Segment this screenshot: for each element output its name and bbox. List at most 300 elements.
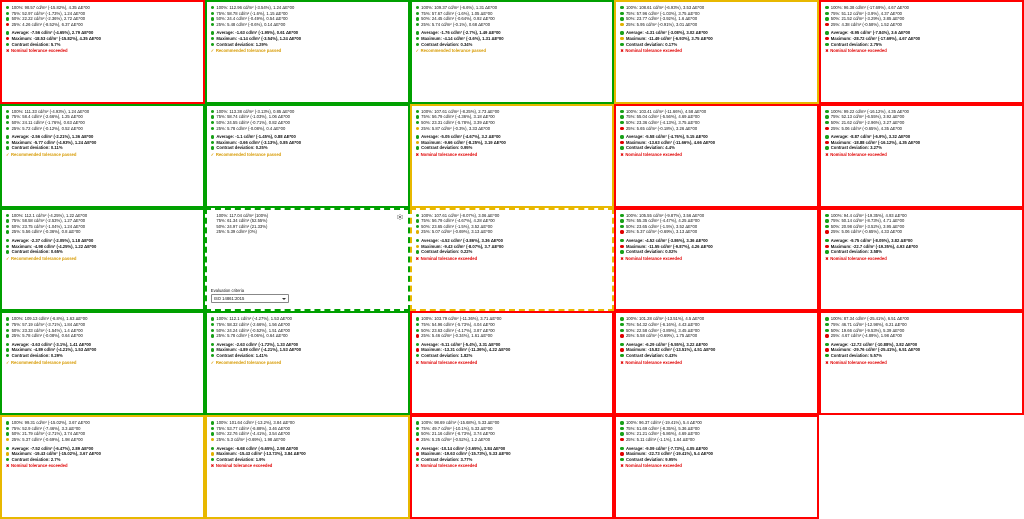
summary-text: Contrast deviation: 0.11% [11, 145, 63, 151]
status-dot-icon [6, 225, 9, 228]
measurement-cell[interactable] [205, 311, 410, 415]
status-dot-icon [825, 31, 828, 34]
summary-text: Maximum: -15.43 cd/m² (-13.73%), 3.84 ΔE*00 [216, 451, 306, 457]
status-dot-icon [620, 141, 623, 144]
measurement-cell[interactable] [614, 208, 819, 312]
measurement-text: 75%: 61.34 cd/m² (52.55%) [216, 218, 268, 224]
measurement-text: 100%: 109.13 cd/m² (-6.8%), 1.63 ΔE*00 [11, 316, 88, 322]
verdict-label [6, 152, 199, 158]
summary-text: Average: -12.72 cd/m² (-10.88%), 3.82 ΔE*00 [830, 341, 918, 347]
status-dot-icon [825, 334, 828, 337]
status-dot-icon [620, 438, 623, 441]
status-dot-icon [211, 37, 214, 40]
verdict-label [620, 48, 813, 54]
status-dot-icon [416, 447, 419, 450]
status-dot-icon [825, 343, 828, 346]
verdict-text: Nominal tolerance exceeded [11, 48, 68, 54]
measurement-text: 75%: 57.67 cd/m² (-1.6%), 1.05 ΔE*00 [421, 10, 493, 16]
status-dot-icon [211, 334, 214, 337]
verdict-label [620, 256, 813, 262]
measurement-text: 25%: 5.48 cd/m² (-0.6%), 0.14 ΔE*00 [216, 21, 286, 27]
cross-icon: ✖ [825, 255, 829, 261]
summary-text: Contrast deviation: 0.17% [625, 41, 678, 47]
status-dot-icon [825, 23, 828, 26]
status-dot-icon [211, 225, 214, 228]
measurement-text: 25%: 5.39 cd/m² (0%) [216, 229, 257, 235]
summary-line [416, 42, 609, 48]
check-icon: ✓ [210, 359, 215, 365]
summary-text: Contrast deviation: 4.4% [625, 145, 675, 151]
status-dot-icon [825, 214, 828, 217]
measurement-text: 75%: 53.77 cd/m² (-6.88%), 3.46 ΔE*00 [216, 425, 290, 431]
status-dot-icon [416, 452, 419, 455]
measurement-cell[interactable] [205, 104, 410, 208]
measurement-text: 25%: 5.65 cd/m² (-0.18%), 3.26 ΔE*00 [625, 125, 698, 131]
measurement-text: 100%: 109.37 cd/m² (-6.6%), 1.31 ΔE*00 [421, 5, 498, 10]
summary-text: Average: -9.09 cd/m² (-7.73%), 4.05 ΔE*00 [625, 445, 708, 451]
status-dot-icon [416, 17, 419, 20]
verdict-text: Nominal tolerance exceeded [830, 255, 887, 261]
status-dot-icon [6, 239, 9, 242]
measurement-text: 50%: 24.97 cd/m² (21.33%) [216, 223, 268, 229]
status-dot-icon [825, 219, 828, 222]
summary-text: Maximum: -22.7 cd/m² (-19.35%), 4.93 ΔE*00 [830, 243, 918, 249]
summary-line [825, 353, 1018, 359]
status-dot-icon [620, 12, 623, 15]
status-dot-icon [6, 43, 9, 46]
measurement-cell[interactable] [0, 208, 205, 312]
summary-text: Contrast deviation: 1.41% [216, 352, 268, 358]
status-dot-icon [416, 12, 419, 15]
summary-text: Average: -2.63 cd/m² (-1.72%), 1.33 ΔE*00 [216, 341, 299, 347]
measurement-text: 25%: 5.37 cd/m² (-0.69%), 1.98 ΔE*00 [11, 436, 83, 442]
measurement-text: 100%: 112.96 cd/m² (-3.54%), 1.24 ΔE*00 [216, 5, 295, 10]
status-dot-icon [6, 37, 9, 40]
verdict-label [211, 48, 404, 54]
summary-line [825, 145, 1018, 151]
measurement-text: 75%: 55.35 cd/m² (-4.47%), 4.25 ΔE*00 [625, 218, 700, 224]
measurement-text: 50%: 20.98 cd/m² (-3.52%), 3.95 ΔE*00 [830, 223, 905, 229]
cross-icon: ✖ [415, 255, 420, 261]
status-dot-icon [416, 354, 419, 357]
measurement-text: 100%: 96.38 cd/m² (-17.69%), 4.67 ΔE*00 [830, 5, 909, 10]
status-dot-icon [825, 348, 828, 351]
measurement-cell[interactable] [819, 208, 1024, 312]
status-dot-icon [825, 239, 828, 242]
status-dot-icon [416, 23, 419, 26]
measurement-cell[interactable] [0, 104, 205, 208]
measurement-text: 50%: 24.55 cd/m² (-0.71%), 0.82 ΔE*00 [216, 119, 290, 125]
measurement-text: 50%: 23.77 cd/m² (-3.92%), 1.6 ΔE*00 [625, 16, 698, 22]
status-dot-icon [416, 37, 419, 40]
measurement-text: 100%: 103.79 cd/m² (-11.36%), 3.71 ΔE*00 [421, 316, 502, 322]
verdict-label [6, 48, 199, 54]
status-dot-icon [620, 23, 623, 26]
verdict-label [825, 152, 1018, 158]
measurement-cell[interactable] [0, 0, 205, 104]
status-dot-icon [6, 452, 9, 455]
verdict-label [416, 48, 609, 54]
measurement-text: 25%: 5.58 cd/m² (-0.69%), 1.75 ΔE*00 [625, 333, 698, 339]
measurement-cell[interactable] [819, 104, 1024, 208]
status-dot-icon [6, 135, 9, 138]
summary-text: Maximum: -11.49 cd/m² (-6.93%), 3.75 ΔE*00 [625, 35, 713, 41]
measurement-cell[interactable] [205, 0, 410, 104]
measurement-text: 50%: 19.66 cd/m² (-9.53%), 5.39 ΔE*00 [830, 327, 905, 333]
measurement-text: 50%: 22.58 cd/m² (-3.89%), 3.45 ΔE*00 [625, 327, 700, 333]
status-dot-icon [416, 121, 419, 124]
summary-line [6, 145, 199, 151]
summary-text: Maximum: -13.63 cd/m² (-11.66%), 4.66 ΔE*00 [625, 139, 716, 145]
check-icon: ✓ [210, 48, 215, 54]
cross-icon: ✖ [825, 359, 829, 365]
status-dot-icon [211, 23, 214, 26]
verdict-text: Nominal tolerance exceeded [625, 151, 682, 157]
measurement-text: 75%: 55.04 cd/m² (-5.56%), 4.69 ΔE*00 [625, 114, 700, 120]
evaluation-criteria-label: Evaluation criteria [210, 288, 245, 294]
summary-text: Maximum: -9.66 cd/m² (-8.25%), 3.19 ΔE*00 [421, 139, 506, 145]
check-icon: ✓ [6, 151, 10, 157]
summary-line [416, 145, 609, 151]
status-dot-icon [620, 135, 623, 138]
evaluation-criteria-group [211, 288, 291, 303]
summary-text: Maximum: -13.31 cd/m² (-11.36%), 4.22 ΔE*00 [421, 347, 511, 353]
status-dot-icon [6, 354, 9, 357]
measurement-text: 50%: 21.16 cd/m² (-6.73%), 3.74 ΔE*00 [421, 431, 495, 437]
gear-icon[interactable] [397, 214, 403, 220]
status-dot-icon [211, 214, 214, 217]
status-dot-icon [825, 250, 828, 253]
status-dot-icon [620, 146, 623, 149]
status-dot-icon [825, 329, 828, 332]
summary-line [620, 457, 813, 463]
status-dot-icon [620, 427, 623, 430]
measurement-text: 25%: 5.25 cd/m² (-0.52%), 1.2 ΔE*00 [421, 436, 491, 442]
evaluation-criteria-select[interactable] [211, 294, 289, 303]
status-dot-icon [211, 135, 214, 138]
status-dot-icon [620, 354, 623, 357]
status-dot-icon [6, 12, 9, 15]
summary-text: Average: -2.37 cd/m² (-2.05%), 1.18 ΔE*00 [11, 237, 94, 243]
summary-text: Contrast deviation: 0.43% [625, 352, 678, 358]
summary-line [6, 353, 199, 359]
status-dot-icon [416, 432, 419, 435]
cross-icon: ✖ [825, 151, 829, 157]
measurement-text: 50%: 23.33 cd/m² (-1.54%), 1.4 ΔE*00 [11, 327, 83, 333]
summary-text: Contrast deviation: 0.29% [11, 352, 63, 358]
measurement-text: 100%: 94.4 cd/m² (-19.35%), 4.93 ΔE*00 [830, 212, 907, 218]
measurement-text: 75%: 58.78 cd/m² (-1.6%), 1.15 ΔE*00 [216, 10, 288, 16]
status-dot-icon [416, 225, 419, 228]
measurement-text: 100%: 96.37 cd/m² (-19.41%), 5.4 ΔE*00 [625, 420, 702, 426]
status-dot-icon [416, 343, 419, 346]
status-dot-icon [211, 121, 214, 124]
verdict-text: Recommended tolerance passed [11, 255, 77, 261]
status-dot-icon [825, 43, 828, 46]
status-dot-icon [211, 12, 214, 15]
status-dot-icon [620, 421, 623, 424]
summary-text: Average: -5.05 cd/m² (-4.67%), 3.2 ΔE*00 [421, 134, 501, 140]
status-dot-icon [825, 323, 828, 326]
summary-text: Average: -10.14 cd/m² (-3.65%), 3.84 ΔE*00 [421, 445, 506, 451]
status-dot-icon [620, 6, 623, 9]
status-dot-icon [211, 141, 214, 144]
measurement-cell[interactable] [205, 415, 410, 519]
verdict-text: Nominal tolerance exceeded [420, 463, 478, 469]
summary-text: Average: -4.52 cd/m² (-3.86%), 3.36 ΔE*00 [421, 237, 503, 243]
verdict-label [211, 152, 404, 158]
verdict-text: Recommended tolerance passed [215, 359, 282, 365]
verdict-label [620, 152, 813, 158]
summary-text: Maximum: -15.82 cd/m² (-13.51%), 4.51 ΔE*00 [625, 347, 716, 353]
verdict-text: Recommended tolerance passed [215, 48, 282, 54]
cross-icon: ✖ [415, 151, 420, 157]
status-dot-icon [211, 110, 214, 113]
summary-line [620, 42, 813, 48]
status-dot-icon [825, 354, 828, 357]
measurement-cell[interactable] [614, 415, 819, 519]
verdict-label [211, 360, 404, 366]
status-dot-icon [6, 317, 9, 320]
status-dot-icon [825, 115, 828, 118]
measurement-text: 25%: 5.07 cd/m² (-0.69%), 3.13 ΔE*00 [421, 229, 493, 235]
measurement-text: 75%: 52.97 cd/m² (-1.73%), 1.24 ΔE*00 [11, 10, 86, 16]
status-dot-icon [416, 214, 419, 217]
status-dot-icon [620, 250, 623, 253]
measurement-text: 75%: 50.14 cd/m² (-8.73%), 4.71 ΔE*00 [830, 218, 905, 224]
measurement-cell[interactable] [205, 208, 410, 312]
measurement-text: 75%: 46.71 cd/m² (-12.98%), 6.21 ΔE*00 [830, 321, 907, 327]
verdict-text: Nominal tolerance exceeded [830, 359, 887, 365]
summary-text: Maximum: -18.88 cd/m² (-16.12%), 4.35 ΔE*00 [830, 139, 921, 145]
measurement-text: 100%: 99.22 cd/m² (-16.12%), 4.35 ΔE*00 [830, 108, 909, 114]
status-dot-icon [416, 317, 419, 320]
status-dot-icon [620, 225, 623, 228]
status-dot-icon [620, 432, 623, 435]
measurement-text: 50%: 23.31 cd/m² (-5.78%), 3.39 ΔE*00 [421, 119, 495, 125]
measurement-text: 25%: 5.06 cd/m² (-0.65%), 4.33 ΔE*00 [830, 229, 902, 235]
summary-text: Maximum: -22.73 cd/m² (-19.41%), 5.4 ΔE*00 [625, 451, 713, 457]
measurement-text: 75%: 52.9 cd/m² (-7.46%), 3.3 ΔE*00 [11, 425, 81, 431]
measurement-text: 50%: 23.65 cd/m² (-1.5%), 3.52 ΔE*00 [625, 223, 698, 229]
status-dot-icon [211, 343, 214, 346]
status-dot-icon [416, 127, 419, 130]
summary-line [211, 457, 404, 463]
status-dot-icon [416, 458, 419, 461]
summary-text: Contrast deviation: 0.95% [421, 145, 473, 151]
measurement-text: 100%: 103.41 cd/m² (-11.66%), 4.58 ΔE*00 [625, 108, 707, 114]
measurement-text: 50%: 21.62 cd/m² (-2.96%), 3.27 ΔE*00 [830, 119, 905, 125]
cross-icon: ✖ [620, 359, 624, 365]
measurement-cell[interactable] [819, 0, 1024, 104]
status-dot-icon [825, 17, 828, 20]
verdict-label [825, 48, 1018, 54]
measurement-cell[interactable] [819, 311, 1024, 415]
measurement-cell[interactable] [0, 311, 205, 415]
status-dot-icon [416, 43, 419, 46]
status-dot-icon [416, 421, 419, 424]
check-icon: ✓ [415, 48, 420, 54]
measurement-text: 100%: 101.28 cd/m² (-13.51%), 4.5 ΔE*00 [625, 316, 705, 322]
status-dot-icon [6, 427, 9, 430]
status-dot-icon [6, 348, 9, 351]
summary-text: Average: -4.52 cd/m² (-3.86%), 3.36 ΔE*00 [625, 237, 708, 243]
status-dot-icon [825, 317, 828, 320]
status-dot-icon [620, 127, 623, 130]
status-dot-icon [620, 329, 623, 332]
measurement-cell[interactable] [410, 0, 615, 104]
measurement-text: 75%: 51.69 cd/m² (-8.35%), 5.36 ΔE*00 [625, 425, 700, 431]
status-dot-icon [6, 447, 9, 450]
measurement-cell[interactable] [410, 415, 615, 519]
verdict-text: Nominal tolerance exceeded [625, 255, 682, 261]
summary-text: Average: -2.56 cd/m² (-2.21%), 1.36 ΔE*00 [11, 134, 94, 140]
verdict-label [825, 360, 1018, 366]
measurement-text: 25%: 5.78 cd/m² (-0.08%), 0.64 ΔE*00 [11, 333, 83, 339]
measurement-cell[interactable] [0, 415, 205, 519]
measurement-cell[interactable] [614, 0, 819, 104]
status-dot-icon [211, 17, 214, 20]
measurement-text: 100%: 107.61 cd/m² (-8.07%), 3.06 ΔE*00 [421, 212, 500, 218]
verdict-label [620, 463, 813, 469]
status-dot-icon [6, 219, 9, 222]
chevron-down-icon [282, 298, 286, 300]
cross-icon: ✖ [6, 48, 10, 54]
summary-line [416, 249, 609, 255]
status-dot-icon [211, 146, 214, 149]
status-dot-icon [416, 31, 419, 34]
status-dot-icon [416, 115, 419, 118]
status-dot-icon [211, 43, 214, 46]
measurement-cell[interactable] [410, 208, 615, 312]
status-dot-icon [6, 110, 9, 113]
measurement-text: 50%: 21.21 cd/m² (-5.86%), 4.69 ΔE*00 [625, 431, 700, 437]
status-dot-icon [825, 127, 828, 130]
status-dot-icon [416, 348, 419, 351]
status-dot-icon [825, 146, 828, 149]
summary-line [211, 42, 404, 48]
status-dot-icon [6, 121, 9, 124]
measurement-text: 100%: 113.38 cd/m² (-3.13%), 0.85 ΔE*00 [216, 108, 295, 114]
status-dot-icon [416, 334, 419, 337]
status-dot-icon [620, 452, 623, 455]
status-dot-icon [6, 245, 9, 248]
status-dot-icon [211, 323, 214, 326]
status-dot-icon [6, 458, 9, 461]
summary-text: Contrast deviation: 2.7% [11, 456, 61, 462]
verdict-text: Recommended tolerance passed [11, 359, 77, 365]
status-dot-icon [825, 121, 828, 124]
status-dot-icon [825, 110, 828, 113]
measurement-text: 25%: 5.3 cd/m² (-0.69%), 1.98 ΔE*00 [216, 436, 286, 442]
verdict-text: Recommended tolerance passed [11, 151, 77, 157]
status-dot-icon [211, 421, 214, 424]
cross-icon: ✖ [415, 463, 420, 469]
measurement-text: 25%: 4.26 cd/m² (-8.52%), 6.37 ΔE*00 [11, 21, 83, 27]
measurement-text: 25%: 5.56 cd/m² (-0.36%), 0.8 ΔE*00 [11, 229, 81, 235]
measurement-text: 50%: 23.65 cd/m² (-1.5%), 3.52 ΔE*00 [421, 223, 493, 229]
verdict-text: Nominal tolerance exceeded [420, 151, 478, 157]
status-dot-icon [620, 121, 623, 124]
status-dot-icon [211, 329, 214, 332]
summary-text: Contrast deviation: 0.25% [216, 145, 268, 151]
measurement-text: 50%: 24.11 cd/m² (-1.76%), 0.63 ΔE*00 [11, 119, 85, 125]
summary-text: Average: -5.11 cd/m² (-5.4%), 3.31 ΔE*00 [421, 341, 501, 347]
status-dot-icon [211, 427, 214, 430]
measurement-text: 50%: 23.75 cd/m² (-1.04%), 1.24 ΔE*00 [11, 223, 86, 229]
cross-icon: ✖ [620, 151, 624, 157]
status-dot-icon [211, 230, 214, 233]
status-dot-icon [620, 219, 623, 222]
summary-line [416, 457, 609, 463]
measurement-text: 100%: 98.69 cd/m² (-15.68%), 5.33 ΔE*00 [421, 420, 500, 426]
verdict-label [620, 360, 813, 366]
verdict-text: Nominal tolerance exceeded [11, 463, 68, 469]
status-dot-icon [620, 230, 623, 233]
verdict-label [416, 360, 609, 366]
status-dot-icon [620, 17, 623, 20]
verdict-label [416, 463, 609, 469]
measurement-cell[interactable] [410, 104, 615, 208]
summary-text: Contrast deviation: 1.29% [216, 41, 268, 47]
status-dot-icon [620, 110, 623, 113]
status-dot-icon [6, 214, 9, 217]
measurement-text: 75%: 58.74 cd/m² (-1.03%), 1.06 ΔE*00 [216, 114, 290, 120]
measurement-text: 25%: 4.67 cd/m² (-4.89%), 1.98 ΔE*00 [830, 333, 902, 339]
status-dot-icon [620, 334, 623, 337]
status-dot-icon [416, 239, 419, 242]
status-dot-icon [6, 438, 9, 441]
summary-text: Contrast deviation: 3.58% [830, 249, 882, 255]
status-dot-icon [825, 141, 828, 144]
status-dot-icon [620, 214, 623, 217]
status-dot-icon [620, 245, 623, 248]
evaluation-criteria-value: ISO 14861:2015 [213, 296, 245, 302]
measurement-text: 25%: 5.06 cd/m² (-0.65%), 4.35 ΔE*00 [830, 125, 902, 131]
measurement-text: 100%: 87.34 cd/m² (-25.41%), 6.51 ΔE*00 [830, 316, 909, 322]
summary-text: Maximum: -4.89 cd/m² (-4.21%), 1.53 ΔE*00 [11, 347, 97, 353]
measurement-text: 75%: 54.96 cd/m² (-5.73%), 4.04 ΔE*00 [421, 321, 495, 327]
status-dot-icon [6, 250, 9, 253]
status-dot-icon [416, 427, 419, 430]
status-dot-icon [416, 146, 419, 149]
verdict-label [416, 256, 609, 262]
status-dot-icon [620, 458, 623, 461]
measurement-text: 25%: 5.11 cd/m² (-1.1%), 1.64 ΔE*00 [625, 436, 695, 442]
verdict-text: Nominal tolerance exceeded [625, 359, 682, 365]
measurement-cell[interactable] [614, 311, 819, 415]
status-dot-icon [825, 225, 828, 228]
summary-line [6, 42, 199, 48]
summary-text: Contrast deviation: 9.95% [625, 456, 678, 462]
measurement-text: 50%: 22.22 cd/m² (-2.36%), 2.72 ΔE*00 [11, 16, 86, 22]
status-dot-icon [6, 6, 9, 9]
measurement-text: 75%: 57.96 cd/m² (-1.03%), 3.75 ΔE*00 [625, 10, 700, 16]
verdict-label [6, 360, 199, 366]
measurement-cell[interactable] [410, 311, 615, 415]
status-dot-icon [620, 348, 623, 351]
summary-text: Average: -7.56 cd/m² (-4.65%), 2.79 ΔE*00 [11, 30, 94, 36]
verdict-label [211, 463, 404, 469]
status-dot-icon [211, 31, 214, 34]
status-dot-icon [825, 6, 828, 9]
summary-text: Maximum: -4.98 cd/m² (-4.25%), 1.22 ΔE*00 [11, 243, 97, 249]
measurement-text: 50%: 21.52 cd/m² (-3.29%), 3.85 ΔE*00 [830, 16, 905, 22]
status-dot-icon [211, 447, 214, 450]
summary-text: Average: -1.76 cd/m² (-2.7%), 1.49 ΔE*00 [421, 30, 501, 36]
summary-text: Contrast deviation: 0.02% [625, 249, 678, 255]
measurement-cell[interactable] [614, 104, 819, 208]
